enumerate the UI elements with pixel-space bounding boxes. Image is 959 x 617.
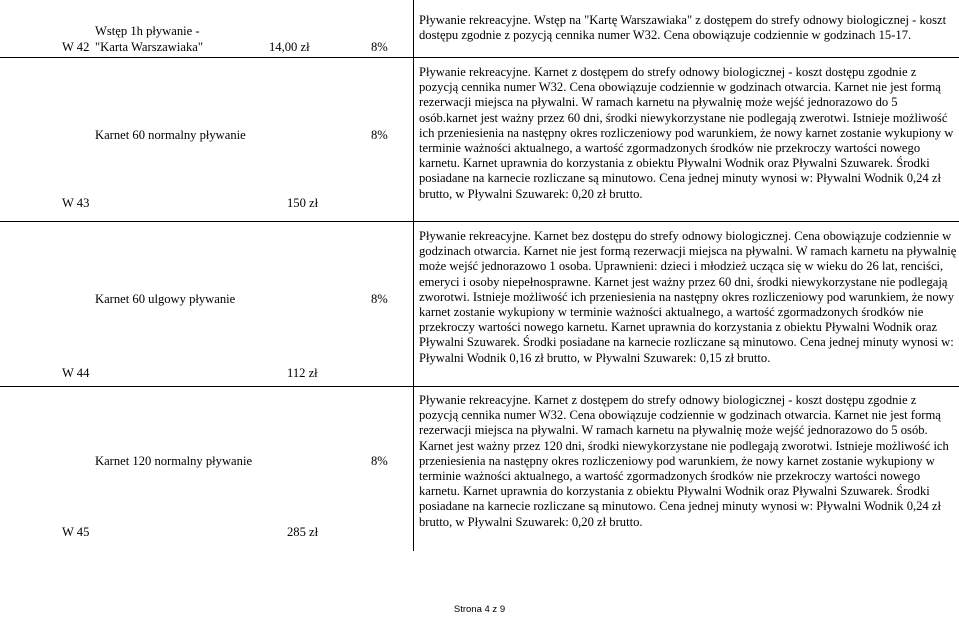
item-description: Pływanie rekreacyjne. Karnet z dostępem do strefy odnowy biologicznej - koszt dostępu zgodnie z pozycją cennika numer W32. Cena obowiązuje codziennie w godzinach otwarcia. Karnet nie jest formą rezerwacji miejsca na pływalni. W ramach karnetu na pływalnię może wejść jednorazowo do 5 osób.karnet jest ważny przez 60 dni, środki niewykorzystane nie podlegają zwerotwi. Istnieje możliwość ich przeniesienia na następny okres rozliczeniowy pod warunkiem, że nowy karnet zostanie wykupiony w terminie ważności aktualnego, a wartość zgormadzonych środków nie przekroczy wartości nowego karnetu. Karnet uprawnia do korzystania z obiektu Pływalni Wodnik oraz Pływalni Szuwarek. Środki posiadane na karnecie rozliczane są minutowo. Cena jednej minuty wynosi w: Pływalni Wodnik 0,24 zł brutto, w Pływalni Szuwarek: 0,20 zł brutto.	[419, 65, 954, 201]
item-description: Pływanie rekreacyjne. Karnet bez dostępu do strefy odnowy biologicznej. Cena obowiązuje codziennie w godzinach otwarcia. Karnet nie jest formą rezerwacji miejsca na pływalni. W ramach karnetu na pływalnię może wejść jednorazowo 1 osoba. Uprawnieni: dzieci i młodzież ucząca się w wieku do 26 lat, renciści, emeryci i osoby niepełnosprawne. Karnet jest ważny przez 60 dni, środki niewykorzystane nie podlegają zworotwi. Istnieje możliwość ich przeniesienia na następny okres rozliczeniowy pod warunkiem, że nowy karnet zostanie wykupiony w terminie ważności aktualnego, a wartość zgormadzonych środków nie przekroczy wartości nowego karnetu. Karnet uprawnia do korzystania z obiektu Pływalni Wodnik oraz Pływalni Szuwarek. Środki posiadane na karnecie rozliczane są minutowo. Cena jednej minuty wynosi w: Pływalni Wodnik 0,16 zł brutto, w Pływalni Szuwarek: 0,15 zł brutto.	[419, 229, 957, 365]
item-name-line1: Wstęp 1h pływanie -	[95, 24, 200, 38]
row-code: W 43	[62, 196, 90, 210]
item-description: Pływanie rekreacyjne. Wstęp na "Kartę Warszawiaka" z dostępem do strefy odnowy biologicznej - koszt dostępu zgodnie z pozycją cennika numer W32. Cena obowiązuje codziennie w godzinach 15-17.	[419, 13, 947, 43]
item-price: 112 zł	[287, 366, 318, 380]
item-price: 150 zł	[287, 196, 319, 210]
row-code: W 44	[62, 366, 90, 380]
item-vat: 8%	[371, 128, 388, 142]
row-divider	[0, 57, 959, 58]
item-name: Karnet 120 normalny pływanie	[95, 454, 253, 468]
item-price: 14,00 zł	[269, 40, 310, 54]
item-vat: 8%	[371, 40, 388, 54]
item-name: Karnet 60 ulgowy pływanie	[95, 292, 236, 306]
item-name-line2: "Karta Warszawiaka"	[95, 40, 203, 54]
row-divider	[0, 221, 959, 222]
item-price: 285 zł	[287, 525, 319, 539]
row-code: W 45	[62, 525, 90, 539]
row-divider	[0, 386, 959, 387]
item-vat: 8%	[371, 292, 388, 306]
page-number: Strona 4 z 9	[453, 604, 506, 615]
row-code: W 42	[62, 40, 90, 54]
item-description: Pływanie rekreacyjne. Karnet z dostępem do strefy odnowy biologicznej - koszt dostępu zgodnie z pozycją cennika numer W32. Cena obowiązuje codziennie w godzinach otwarcia. Karnet nie jest formą rezerwacji miejsca na pływalni. W ramach karnetu na pływalnię może wejść jednorazowo do 5 osób. Karnet jest ważny przez 120 dni, środki niewykorzystane nie podlegają zworotwi. Istnieje możliwość ich przeniesienia na następny okres rozliczeniowy pod warunkiem, że nowy karnet zostanie wykupiony w terminie ważności aktualnego, a wartość zgormadzonych środków nie przekroczy wartości nowego karnetu. Karnet uprawnia do korzystania z obiektu Pływalni Wodnik oraz Pływalni Szuwarek. Środki posiadane na karnecie rozliczane są minutowo. Cena jednej minuty wynosi w: Pływalni Wodnik 0,24 zł brutto, w Pływalni Szuwarek: 0,20 zł brutto.	[419, 393, 949, 529]
item-name: Karnet 60 normalny pływanie	[95, 128, 246, 142]
column-divider	[413, 0, 414, 551]
item-vat: 8%	[371, 454, 388, 468]
